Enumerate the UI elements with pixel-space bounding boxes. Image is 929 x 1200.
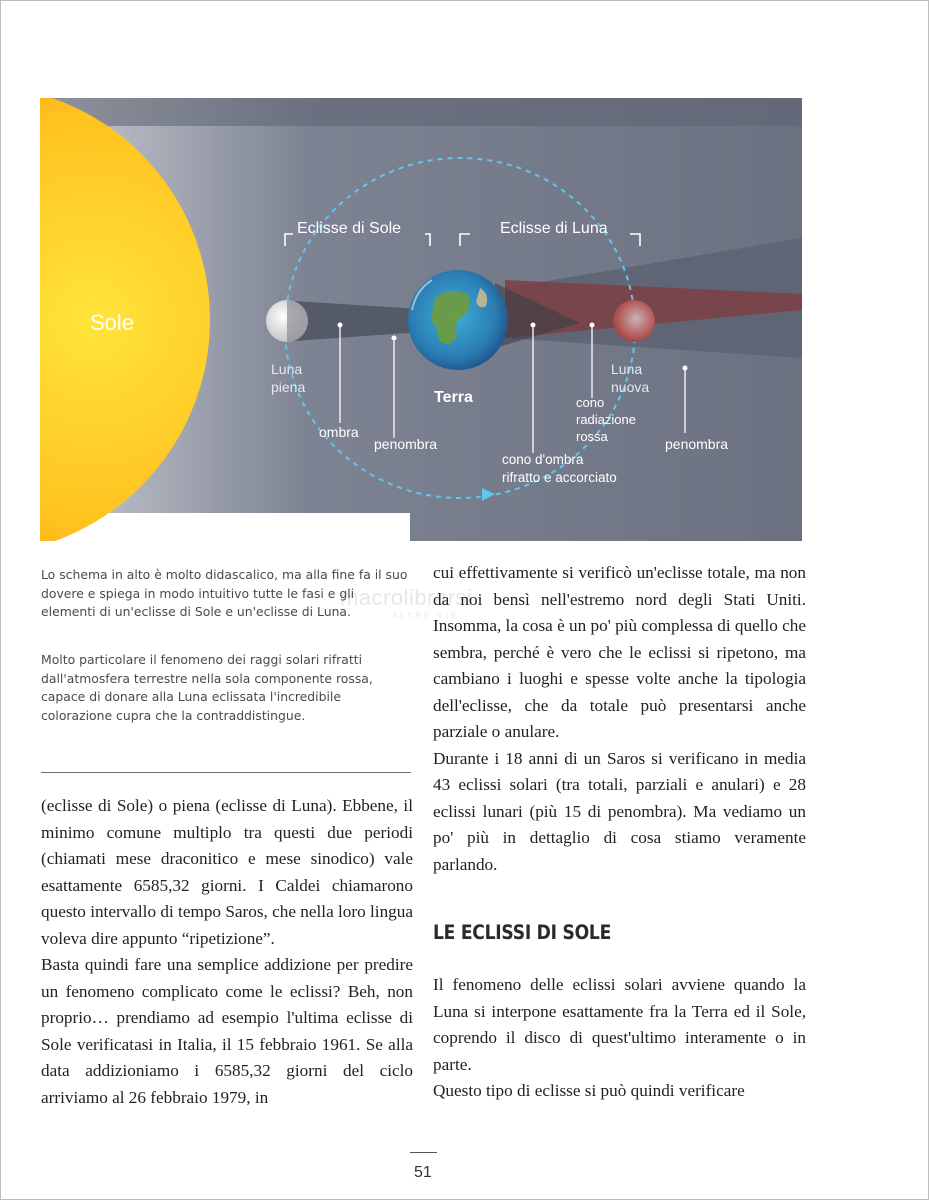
- eclipse-diagram: [40, 98, 802, 541]
- earth-label: Terra: [434, 389, 473, 406]
- right-paragraph-4: Questo tipo di eclisse si può quindi verificare: [433, 1081, 745, 1100]
- solar-eclipse-title: Eclisse di Sole: [297, 220, 402, 237]
- full-moon-label-line1: Luna: [271, 361, 303, 377]
- section-heading: LE ECLISSI DI SOLE: [433, 921, 612, 944]
- refracted-cone-label-line2: rifratto e accorciato: [502, 470, 617, 485]
- red-cone-label-line3: rossa: [576, 429, 608, 444]
- red-cone-label-line1: cono: [576, 395, 605, 410]
- new-moon-label-line2: nuova: [611, 379, 650, 395]
- watermark-tagline: ALTRE VIE: [392, 611, 460, 620]
- full-moon-label: [271, 360, 305, 396]
- red-cone-label: [576, 394, 636, 445]
- watermark-brand: macrolibrarsi: [340, 585, 473, 610]
- caption-text-1: Lo schema in alto è molto didascalico, ma alla fine fa il suo dovere e spiega in modo intuitivo tutte le fasi e gli elementi di un'eclisse di Sole e un'eclisse di Luna.: [41, 567, 408, 619]
- caption-text-2: Molto particolare il fenomeno dei raggi solari rifratti dall'atmosfera terrestre nella sola componente rossa, capace di donare alla Luna eclissata l'incredibile colorazione cupra che la contraddistingue.: [41, 652, 373, 723]
- right-column-bottom: [433, 972, 806, 1105]
- new-moon-label: [611, 360, 649, 396]
- refracted-cone-label-line1: cono d'ombra: [502, 452, 584, 467]
- left-paragraph-1: (eclisse di Sole) o piena (eclisse di Luna). Ebbene, il minimo comune multiplo tra questi due periodi (chiamati mese draconitico e mese sinodico) vale esattamente 6585,32 giorni. I Caldei chiamarono questo intervallo di tempo Saros, che nella loro lingua voleva dire appunto “ripetizione”.: [41, 796, 413, 948]
- lunar-eclipse-title: Eclisse di Luna: [500, 220, 608, 237]
- right-paragraph-2: Durante i 18 anni di un Saros si verificano in media 43 eclissi solari (tra totali, parziali e anulari) e 28 eclissi lunari (più 15 di penombra). Ma vediamo un po' più in dettaglio di cosa stiamo veramente parlando.: [433, 748, 806, 874]
- new-moon-label-line1: Luna: [611, 361, 643, 377]
- right-column-top: [433, 560, 806, 878]
- penumbra-right-label: penombra: [665, 436, 729, 452]
- right-paragraph-1: cui effettivamente si verificò un'eclisse totale, ma non da noi bensì nell'estremo nord degli Stati Uniti. Insomma, la cosa è un po' più complessa di quello che sembra, perché è vero che le eclissi si ripetono, ma cambiano i luoghi e spesse volte anche la tipologia dell'eclisse, che da totale può presentarsi anche parziale o anulare.: [433, 563, 807, 741]
- refracted-cone-label: [502, 451, 617, 487]
- full-moon-label-line2: piena: [271, 379, 306, 395]
- penumbra-left-label: penombra: [374, 436, 438, 452]
- left-column: [41, 793, 413, 1111]
- page-number-rule: [410, 1152, 437, 1153]
- right-paragraph-3: Il fenomeno delle eclissi solari avviene quando la Luna si interpone esattamente fra la Terra ed il Sole, coprendo il disco di quest'ultimo interamente o in parte.: [433, 975, 806, 1074]
- eclipse-diagram-graphic: [40, 98, 802, 541]
- caption-paragraph-2: [41, 651, 411, 725]
- sun-label: Sole: [90, 310, 135, 335]
- umbra-label: ombra: [319, 424, 359, 440]
- page-number: 51: [414, 1164, 432, 1181]
- red-cone-label-line2: radiazione: [576, 412, 636, 427]
- caption-paragraph-1: [41, 566, 411, 622]
- left-paragraph-2: Basta quindi fare una semplice addizione per predire un fenomeno complicato come le eclissi? Beh, non proprio… prendiamo ad esempio l'ultima eclisse di Sole verificatasi in Italia, il 15 febbraio 1961. Se alla data addizioniamo i 6585,32 giorni del ciclo arriviamo al 26 febbraio 1979, in: [41, 955, 413, 1107]
- caption-divider: [41, 772, 411, 773]
